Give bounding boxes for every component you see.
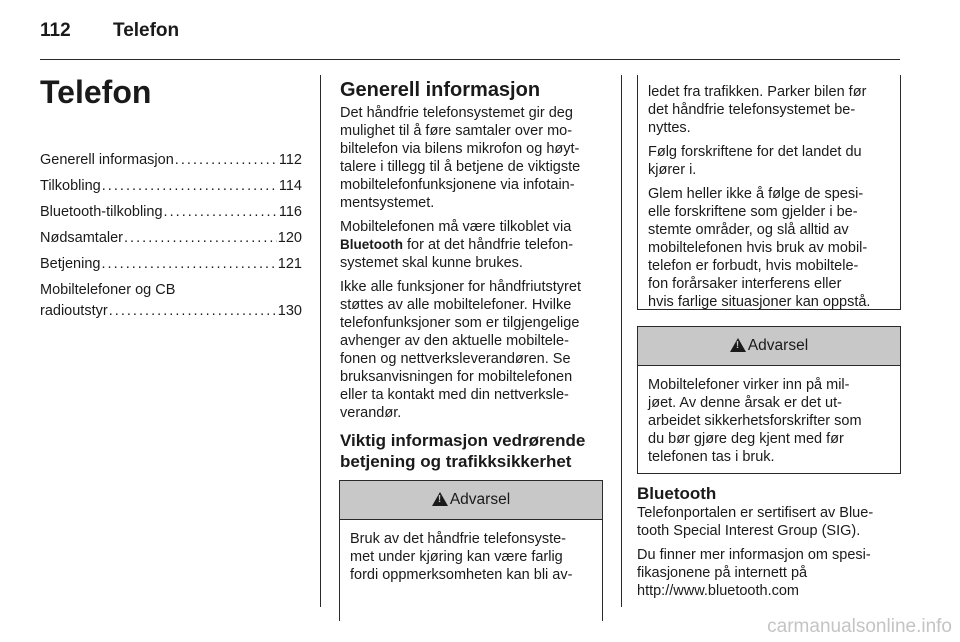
toc-item-tilkobling[interactable]: [40, 176, 302, 197]
toc-item-title: Bluetooth-tilkobling: [40, 204, 163, 220]
general-paragraph-2: Mobiltelefonen må være tilkoblet via Bluetooth for at det håndfrie telefon- systemet skal kunne brukes.: [340, 219, 574, 271]
toc-item-page: 120: [277, 230, 302, 246]
general-paragraph-3: Ikke alle funksjoner for håndfriutstyret støttes av alle mobiltelefoner. Hvilke telefonfunksjoner som er tilgjengelige avhenger av den aktuelle mobiltele- fonen og nettverksleverandøren. Se bruksanvisningen for mobiltelefonen eller ta kontakt med din nettverksle- verandør.: [340, 279, 581, 421]
warning-body: Bruk av det håndfrie telefonsyste- met under kjøring kan være farlig fordi oppmerksomheten kan bli av-: [350, 531, 573, 583]
warning-body-continued: ledet fra trafikken. Parker bilen før det håndfrie telefonsystemet be- nyttes. Følg forskriftene for det landet du kjører i. Glem heller ikke å følge de spesi- elle forskriftene som gjelder i be- stemte områder, og slå alltid av mobiltelefonen hvis bruk av mobil- telefon er forbudt, hvis mobiltele- fon forårsaker interferens eller hvis farlige situasjoner kan oppstå.: [648, 84, 871, 310]
toc-leader: [164, 202, 278, 223]
toc-item-page: 121: [277, 256, 302, 272]
running-header-title: Telefon: [113, 20, 180, 41]
section-heading-safety: Viktig informasjon vedrørende betjening og trafikksikkerhet: [340, 431, 586, 471]
watermark: carmanualsonline.info: [767, 616, 952, 637]
toc-item-title: Betjening: [40, 256, 101, 272]
toc-item-page: 112: [278, 152, 302, 168]
bluetooth-section: [637, 484, 903, 606]
toc-item-nodsamtaler[interactable]: [40, 228, 302, 249]
warning-box-2: [637, 326, 901, 474]
toc-leader: [175, 150, 278, 171]
column-divider-left: [320, 75, 321, 607]
column-divider-right: [621, 75, 622, 607]
warning-header: [638, 327, 900, 366]
bluetooth-url-link[interactable]: http://www.bluetooth.com: [637, 583, 799, 599]
bluetooth-term: Bluetooth: [340, 237, 403, 252]
toc-item-title-cont: radioutstyr: [40, 303, 108, 319]
warning-label: Advarsel: [449, 491, 511, 508]
bluetooth-paragraph-1: Telefonportalen er sertifisert av Blue- tooth Special Interest Group (SIG).: [637, 505, 874, 539]
section-heading-generell: Generell informasjon: [340, 79, 541, 101]
toc-item-page: 116: [278, 204, 302, 220]
page-number: 112: [40, 20, 71, 41]
toc-item-mobiltelefoner-og-cb[interactable]: [40, 280, 302, 322]
toc-leader: [101, 254, 276, 275]
header-rule: [40, 59, 900, 60]
chapter-title: Telefon: [40, 74, 152, 110]
toc-item-generell-informasjon[interactable]: [40, 150, 302, 171]
toc-leader: [124, 228, 277, 249]
warning-label: Advarsel: [747, 337, 809, 354]
middle-column: [340, 78, 610, 480]
toc-item-title: Tilkobling: [40, 178, 101, 194]
toc-item-bluetooth-tilkobling[interactable]: [40, 202, 302, 223]
warning-triangle-icon: [432, 492, 448, 506]
toc-item-page: 114: [278, 178, 302, 194]
warning-body: Mobiltelefoner virker inn på mil- jøet. Av denne årsak er det ut- arbeidet sikkerhetsforskrifter som du bør gjøre deg kjent med før telefonen tas i bruk.: [648, 377, 862, 465]
toc-item-betjening[interactable]: [40, 254, 302, 275]
bluetooth-paragraph-2: Du finner mer informasjon om spesi- fikasjonene på internett på http://www.bluetooth.com: [637, 547, 871, 599]
section-heading-bluetooth: Bluetooth: [637, 484, 717, 503]
warning-header: [340, 481, 602, 520]
warning-box-1: [339, 480, 603, 621]
toc-item-page: 130: [277, 303, 302, 319]
warning-triangle-icon: [730, 338, 746, 352]
toc-item-title: Mobiltelefoner og CB: [40, 282, 176, 298]
toc-leader: [109, 301, 277, 322]
table-of-contents: [40, 150, 302, 327]
toc-leader: [102, 176, 278, 197]
toc-item-title: Nødsamtaler: [40, 230, 123, 246]
toc-item-title: Generell informasjon: [40, 152, 174, 168]
general-paragraph-1: Det håndfrie telefonsystemet gir deg mulighet til å føre samtaler over mo- biltelefon via bilens mikrofon og høyt- talere i tillegg til å betjene de viktigste mobiltelefonfunksjonene via infotain- mentsystemet.: [340, 105, 581, 211]
warning-box-1-continued: [637, 75, 901, 310]
